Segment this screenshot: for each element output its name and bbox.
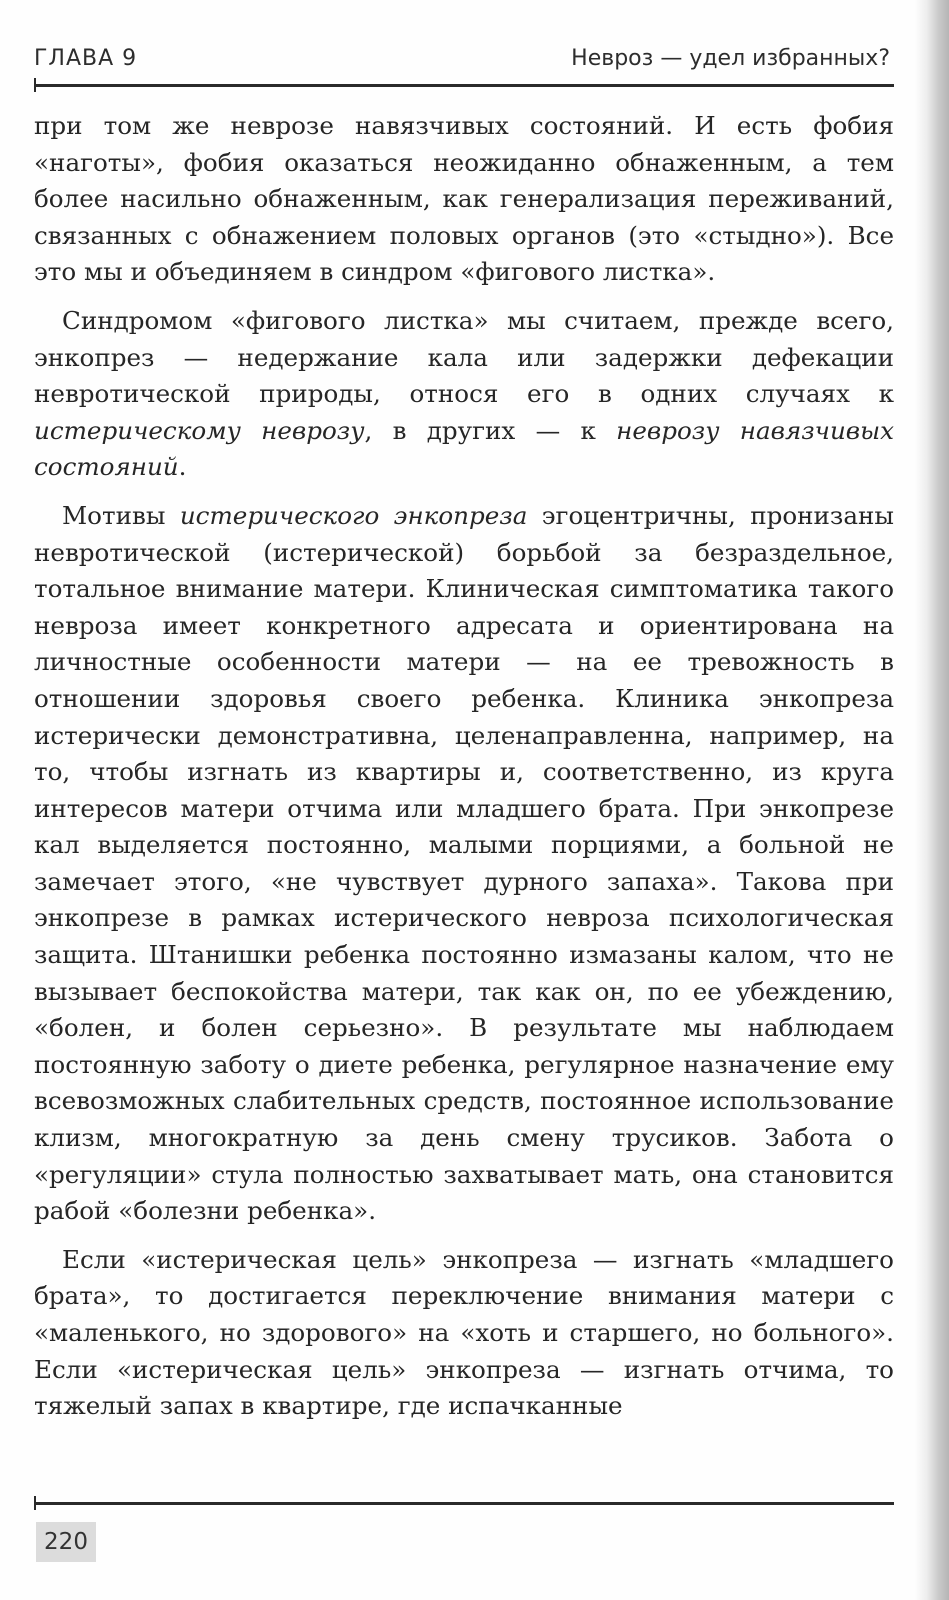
paragraph [34, 303, 894, 486]
text-run: Синдромом «фигового листка» мы считаем, прежде всего, энкопрез — недержание кала или задержки дефекации невротической природы, относя его в одних случаях к [34, 305, 894, 409]
paragraph [34, 498, 894, 1230]
italic-term: истерическому неврозу [34, 415, 365, 445]
paragraph [34, 108, 894, 291]
footer-rule [34, 1502, 894, 1505]
section-title: Невроз — удел избранных? [571, 46, 890, 71]
italic-term: неврозу навязчивых состояний [34, 415, 894, 482]
text-run: эгоцентричны, пронизаны невротической (истерической) борьбой за безраздельное, тотальное внимание матери. Клиническая симптоматика такого невроза имеет конкретного адресата и ориентирована на личностные особенности матери — на ее тревожность в отношении здоровья своего ребенка. Клиника энкопреза истерически демонстративна, целенаправленна, например, на то, чтобы изгнать из квартиры и, соответственно, из круга интересов матери отчима или младшего брата. При энкопрезе кал выделяется постоянно, малыми порциями, а больной не замечает этого, «не чувствует дурного запаха». Такова при энкопрезе в рамках истерического невроза психологическая защита. Штанишки ребенка постоянно измазаны калом, что не вызывает беспокойства матери, так как он, по ее убеждению, «болен, и болен серьезно». В результате мы наблюдаем постоянную заботу о диете ребенка, регулярное назначение ему всевозможных слабительных средств, постоянное использование клизм, многократную за день смену трусиков. Забота о «регуляции» стула полностью захватывает мать, она становится рабой «болезни ребенка». [34, 500, 894, 1226]
text-run: . [178, 452, 187, 482]
paragraph [34, 1242, 894, 1425]
chapter-label: ГЛАВА 9 [34, 46, 138, 71]
text-run: при том же неврозе навязчивых состояний. И есть фобия «наготы», фобия оказаться неожиданно обнаженным, а тем более насильно обнаженным, как генерализация переживаний, связанных с обнажением половых органов (это «стыдно»). Все это мы и объединяем в синдром «фигового листка». [34, 111, 894, 287]
page-edge-shadow [915, 0, 949, 1600]
page-number: 220 [36, 1522, 96, 1562]
header-rule [34, 84, 894, 87]
body-text [34, 108, 894, 1425]
italic-term: истерического энкопреза [179, 500, 528, 530]
text-run: Мотивы [62, 500, 180, 530]
text-run: , в других — к [364, 415, 617, 445]
text-run: Если «истерическая цель» энкопреза — изгнать «младшего брата», то достигается переключение внимания матери с «маленького, но здорового» на «хоть и старшего, но больного». Если «истерическая цель» энкопреза — изгнать отчима, то тяжелый запах в квартире, где испачканные [34, 1244, 894, 1421]
running-header [34, 40, 890, 76]
